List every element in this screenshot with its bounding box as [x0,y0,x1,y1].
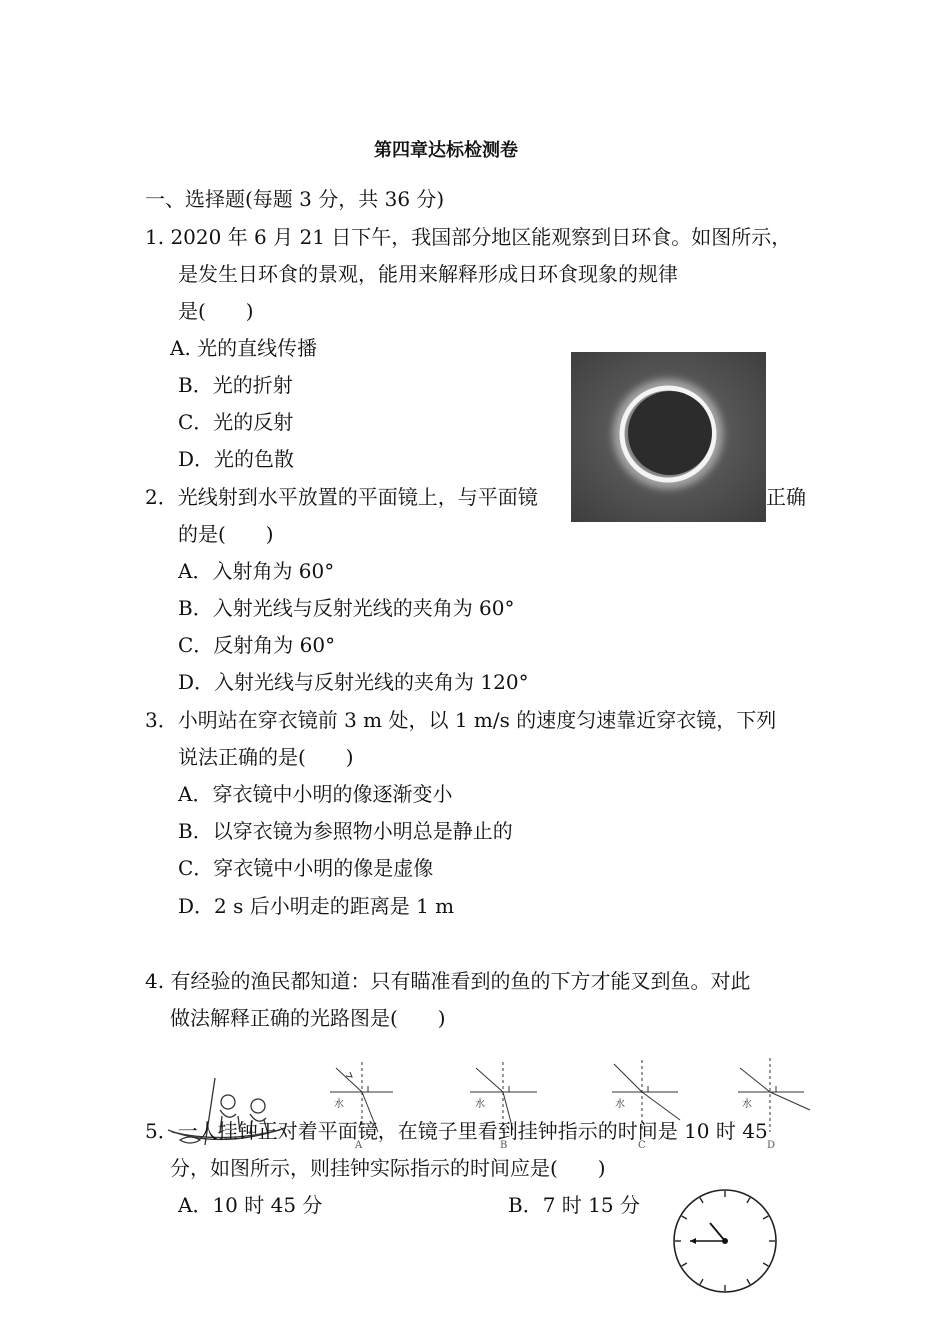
q2-option-a[interactable]: A．入射角为 60° [178,559,335,583]
diagram-a-letter: A [355,1140,363,1151]
diagram-b-letter: B [500,1140,508,1151]
mirror-clock [670,1186,780,1296]
q1-stem-line3: 是( ) [178,299,254,323]
q1-stem-line2: 是发生日环食的景观，能用来解释形成日环食现象的规律 [178,262,678,286]
q1-option-c[interactable]: C．光的反射 [178,410,294,434]
diagram-c-water-label: 水 [615,1099,625,1110]
diagram-b-water-label: 水 [475,1099,485,1110]
q1-stem-line1: 1. 2020 年 6 月 21 日下午，我国部分地区能观察到日环食。如图所示， [145,225,792,249]
q2-stem-line1-left: 2．光线射到水平放置的平面镜上，与平面镜 [145,485,538,509]
q3-option-b[interactable]: B．以穿衣镜为参照物小明总是静止的 [178,819,513,843]
diagram-a-water-label: 水 [334,1099,344,1110]
q5-option-a[interactable]: A．10 时 45 分 [178,1193,323,1217]
q2-stem-line2: 的是( ) [178,522,274,546]
q3-stem-line1: 3．小明站在穿衣镜前 3 m 处，以 1 m/s 的速度匀速靠近穿衣镜，下列 [145,708,777,732]
diagram-d-water-label: 水 [742,1099,752,1110]
q3-option-d[interactable]: D．2 s 后小明走的距离是 1 m [178,894,455,918]
q3-option-c[interactable]: C．穿衣镜中小明的像是虚像 [178,856,434,880]
q1-option-a[interactable]: A. 光的直线传播 [170,336,318,360]
diagram-c-letter: C [638,1140,646,1151]
q2-stem-line1-right: 正确 [766,485,806,509]
q5-option-b[interactable]: B．7 时 15 分 [508,1193,640,1217]
q3-option-a[interactable]: A．穿衣镜中小明的像逐渐变小 [178,782,453,806]
q4-stem-line2: 做法解释正确的光路图是( ) [170,1006,446,1030]
section-heading: 一、选择题(每题 3 分，共 36 分) [145,187,445,211]
q1-option-d[interactable]: D．光的色散 [178,447,295,471]
diagram-d-letter: D [767,1140,776,1151]
q5-stem-line1: 5．一人挂钟正对着平面镜，在镜子里看到挂钟指示的时间是 10 时 45 [145,1119,768,1143]
q4-diagrams [150,1050,815,1165]
annular-eclipse-image [571,352,766,522]
q2-option-c[interactable]: C．反射角为 60° [178,633,336,657]
q4-stem-line1: 4. 有经验的渔民都知道：只有瞄准看到的鱼的下方才能叉到鱼。对此 [145,969,751,993]
q2-option-d[interactable]: D．入射光线与反射光线的夹角为 120° [178,670,529,694]
page-title: 第四章达标检测卷 [374,140,518,161]
q2-option-b[interactable]: B．入射光线与反射光线的夹角为 60° [178,596,515,620]
q5-stem-line2: 分，如图所示，则挂钟实际指示的时间应是( ) [170,1156,606,1180]
q1-option-b[interactable]: B．光的折射 [178,373,293,397]
q3-stem-line2: 说法正确的是( ) [178,745,354,769]
